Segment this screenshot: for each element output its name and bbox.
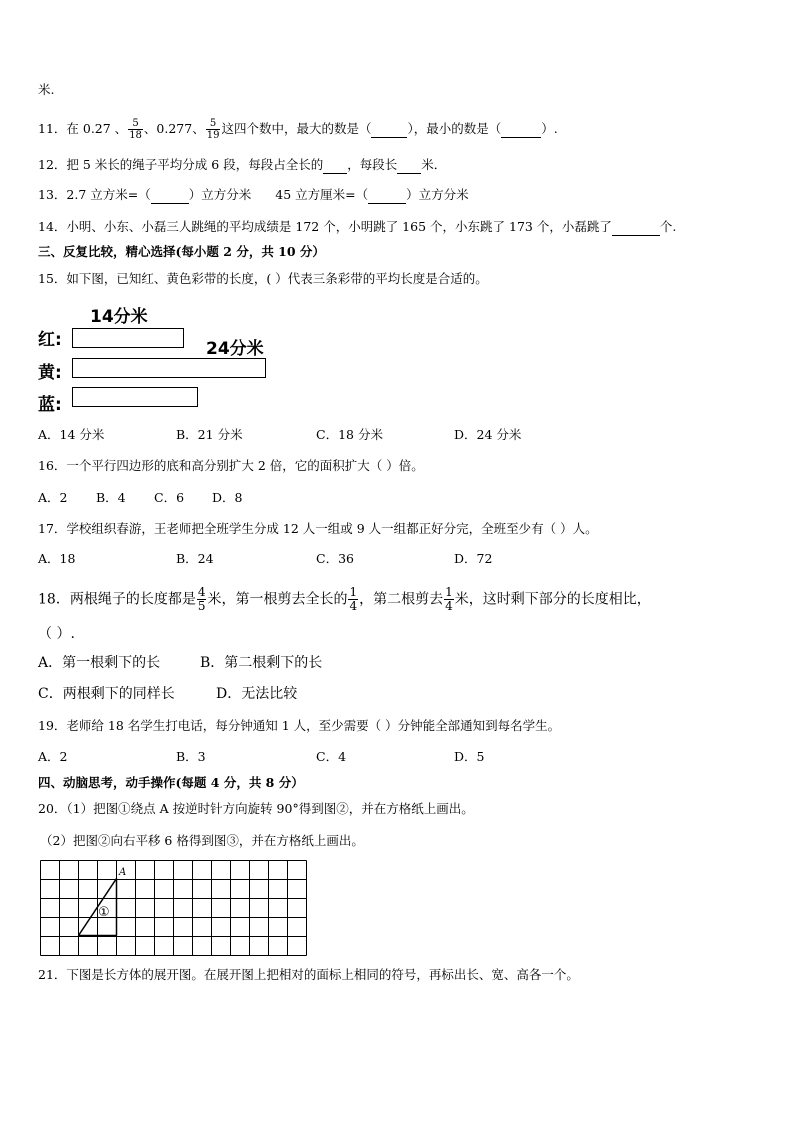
question-18: 18．两根绳子的长度都是 $\frac{4}{5}$ 米，第一根剪去全长的 $\frac{1}{4}$ ，第二根剪去 $\frac{1}{4}$ 米，这时剩下部分的长度相比，: [38, 585, 651, 613]
fraction-5-18: $\frac{5}{18}$: [129, 118, 142, 141]
question-13: 13．2.7 立方米=（ ）立方分米 45 立方厘米=（ ）立方分米: [38, 187, 469, 202]
fraction-4-5: $\frac{4}{5}$: [197, 585, 206, 613]
blank-largest[interactable]: [371, 121, 407, 138]
section-3-heading: 三、反复比较，精心选择(每小题 2 分，共 10 分）: [38, 244, 325, 259]
top-fragment: 米.: [38, 82, 55, 97]
q18-option-d[interactable]: D．无法比较: [216, 686, 298, 702]
q17-option-a[interactable]: A．18: [38, 551, 76, 566]
shape-1-label: ①: [98, 905, 110, 920]
question-12: 12．把 5 米长的绳子平均分成 6 段，每段占全长的 ，每段长 米．: [38, 157, 447, 172]
question-19: 19．老师给 18 名学生打电话，每分钟通知 1 人，至少需要（ ）分钟能全部通知到每名学生。: [38, 718, 561, 733]
fraction-1-4-a: $\frac{1}{4}$: [349, 585, 358, 613]
q19-option-d[interactable]: D．5: [454, 749, 485, 764]
question-20-part-2: （2）把图②向右平移 6 格得到图③，并在方格纸上画出。: [40, 833, 364, 848]
ribbon-yellow: [72, 358, 266, 378]
blank-cubic-dm-1[interactable]: [151, 187, 189, 204]
q15-option-a[interactable]: A．14 分米: [38, 427, 105, 442]
q18-options-row1: [38, 655, 322, 671]
label-red: 红:: [38, 330, 62, 350]
q19-option-a[interactable]: A．2: [38, 749, 68, 764]
ribbon-red: [72, 328, 184, 348]
section-4-heading: 四、动脑思考，动手操作(每题 4 分，共 8 分）: [38, 775, 304, 790]
question-20-part-1: 20．（1）把图①绕点 A 按逆时针方向旋转 90°得到图②，并在方格纸上画出。: [38, 801, 474, 816]
label-blue: 蓝:: [38, 395, 62, 415]
q17-option-b[interactable]: B．24: [176, 551, 214, 566]
question-17: 17．学校组织春游，王老师把全班学生分成 12 人一组或 9 人一组都正好分完，全班至少有（ ）人。: [38, 521, 598, 536]
length-label-yellow: 24分米: [206, 339, 264, 359]
q18-option-a[interactable]: A．第一根剩下的长: [38, 655, 161, 671]
q15-options: [38, 427, 521, 443]
q16-option-c[interactable]: C．6: [154, 490, 185, 505]
fraction-1-4-b: $\frac{1}{4}$: [445, 585, 453, 613]
question-11: 11．在 0.27 、 $\frac{5}{18}$ 、0.277、 $\frac{5}{19}$ 这四个数中，最大的数是（ ），最小的数是（ ）.: [38, 118, 558, 141]
q18-options-row2: [38, 686, 297, 702]
question-15: 15．如下图，已知红、黄色彩带的长度，( ）代表三条彩带的平均长度是合适的。: [38, 271, 488, 286]
point-a-label: A: [119, 867, 127, 878]
q19-option-c[interactable]: C．4: [316, 749, 347, 764]
ribbon-blue: [72, 387, 198, 407]
q16-options: [38, 490, 242, 506]
blank-length[interactable]: [397, 157, 421, 174]
q17-option-d[interactable]: D．72: [454, 551, 493, 566]
q17-options: [38, 551, 492, 567]
q17-option-c[interactable]: C．36: [316, 551, 354, 566]
q15-option-b[interactable]: B．21 分米: [176, 427, 243, 442]
q19-option-b[interactable]: B．3: [176, 749, 206, 764]
q15-option-d[interactable]: D．24 分米: [454, 427, 522, 442]
q15-option-c[interactable]: C．18 分米: [316, 427, 383, 442]
blank-fraction[interactable]: [323, 157, 347, 174]
q18-option-c[interactable]: C．两根剩下的同样长: [38, 686, 175, 702]
q16-option-a[interactable]: A．2: [38, 490, 68, 505]
fraction-5-19: $\frac{5}{19}$: [206, 118, 220, 141]
q18-option-b[interactable]: B．第二根剩下的长: [200, 655, 323, 671]
question-21: 21．下图是长方体的展开图。在展开图上把相对的面标上相同的符号，再标出长、宽、高各一个。: [38, 967, 579, 982]
blank-xiaolei[interactable]: [612, 219, 660, 236]
blank-cubic-dm-2[interactable]: [368, 187, 406, 204]
length-label-red: 14分米: [90, 307, 148, 327]
blank-smallest[interactable]: [501, 121, 541, 138]
question-14: 14．小明、小东、小磊三人跳绳的平均成绩是 172 个，小明跳了 165 个，小东跳了 173 个，小磊跳了 个.: [38, 219, 677, 234]
label-yellow: 黄:: [38, 363, 62, 383]
question-16: 16．一个平行四边形的底和高分别扩大 2 倍，它的面积扩大（ ）倍。: [38, 458, 424, 473]
q19-options: [38, 749, 484, 765]
q16-option-b[interactable]: B．4: [96, 490, 126, 505]
q18-blank-line: （ ）.: [38, 626, 75, 642]
grid-paper[interactable]: [40, 860, 308, 958]
q16-option-d[interactable]: D．8: [212, 490, 243, 505]
